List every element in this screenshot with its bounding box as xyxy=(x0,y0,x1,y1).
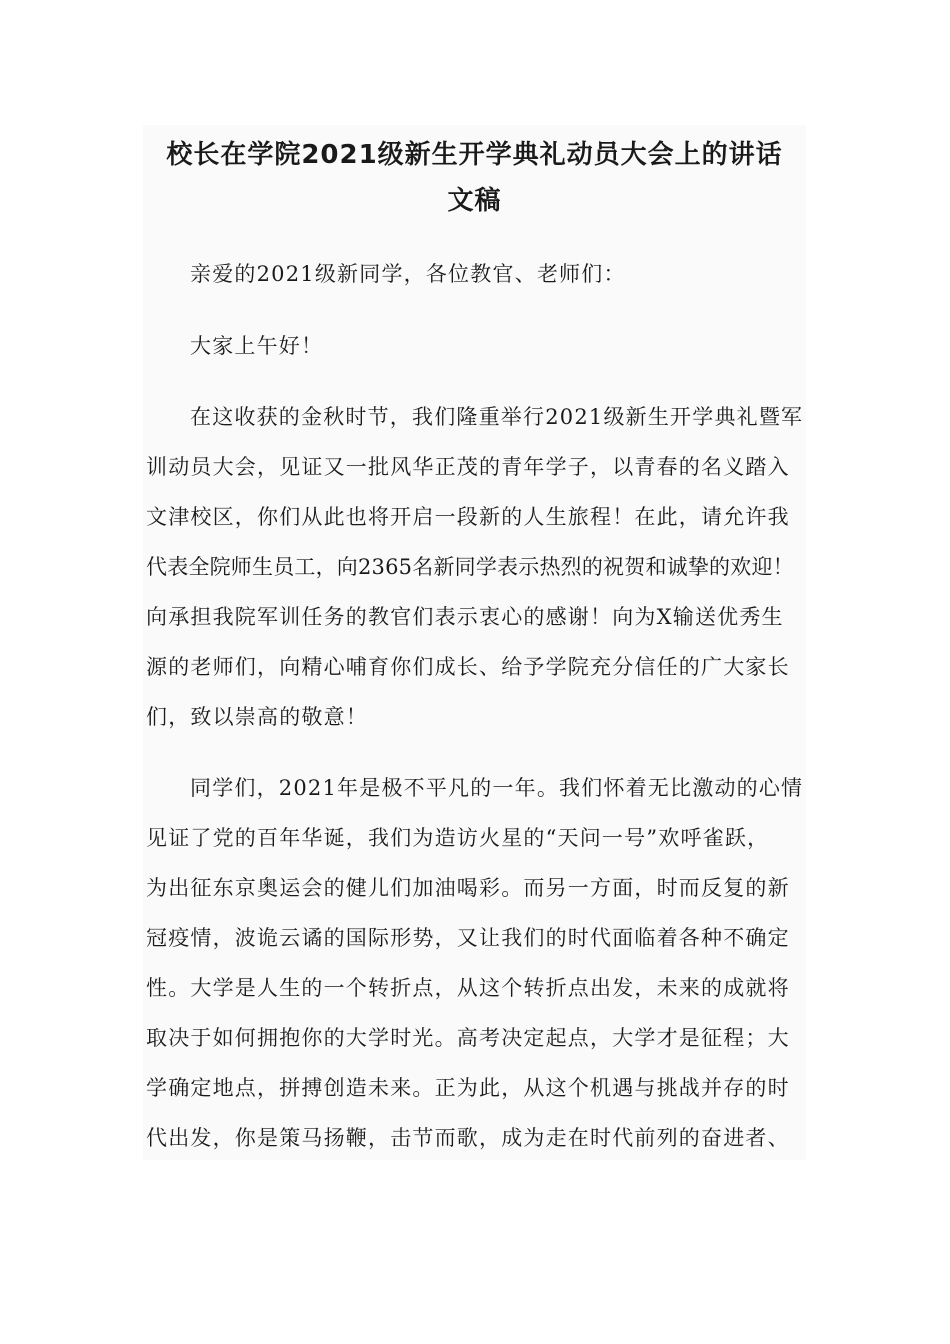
paragraph-2-line: 同学们，2021年是极不平凡的一年。我们怀着无比激动的心情 xyxy=(190,776,804,800)
paragraph-1-line: 向承担我院军训任务的教官们表示衷心的感谢！向为X输送优秀生 xyxy=(146,605,784,629)
paragraph-2-line: 代出发，你是策马扬鞭，击节而歌，成为走在时代前列的奋进者、 xyxy=(146,1126,790,1150)
document-title-line-2: 文稿 xyxy=(447,186,502,216)
paragraph-1-line: 文津校区，你们从此也将开启一段新的人生旅程！在此，请允许我 xyxy=(146,505,790,529)
paragraph-1-line: 源的老师们，向精心哺育你们成长、给予学院充分信任的广大家长 xyxy=(146,655,790,679)
paragraph-1-line: 们，致以崇高的敬意！ xyxy=(146,705,368,729)
paragraph-2-line: 为出征东京奥运会的健儿们加油喝彩。而另一方面，时而反复的新 xyxy=(146,876,790,900)
paragraph-2-line: 取决于如何拥抱你的大学时光。高考决定起点，大学才是征程；大 xyxy=(146,1026,790,1050)
greeting: 大家上午好！ xyxy=(190,334,324,358)
paragraph-2-line: 学确定地点，拼搏创造未来。正为此，从这个机遇与挑战并存的时 xyxy=(146,1076,790,1100)
paragraph-1-line: 在这收获的金秋时节，我们隆重举行2021级新生开学典礼暨军 xyxy=(190,405,804,429)
salutation: 亲爱的2021级新同学，各位教官、老师们： xyxy=(190,262,626,286)
document-title-line-1: 校长在学院2021级新生开学典礼动员大会上的讲话 xyxy=(166,140,783,170)
paragraph-2-line: 见证了党的百年华诞，我们为造访火星的“天问一号”欢呼雀跃， xyxy=(146,826,770,850)
paragraph-1-line: 代表全院师生员工，向2365名新同学表示热烈的祝贺和诚挚的欢迎！ xyxy=(146,555,794,579)
paragraph-2-line: 性。大学是人生的一个转折点，从这个转折点出发，未来的成就将 xyxy=(146,976,790,1000)
paragraph-2-line: 冠疫情，波诡云谲的国际形势，又让我们的时代面临着各种不确定 xyxy=(146,926,790,950)
paragraph-1-line: 训动员大会，见证又一批风华正茂的青年学子，以青春的名义踏入 xyxy=(146,455,790,479)
